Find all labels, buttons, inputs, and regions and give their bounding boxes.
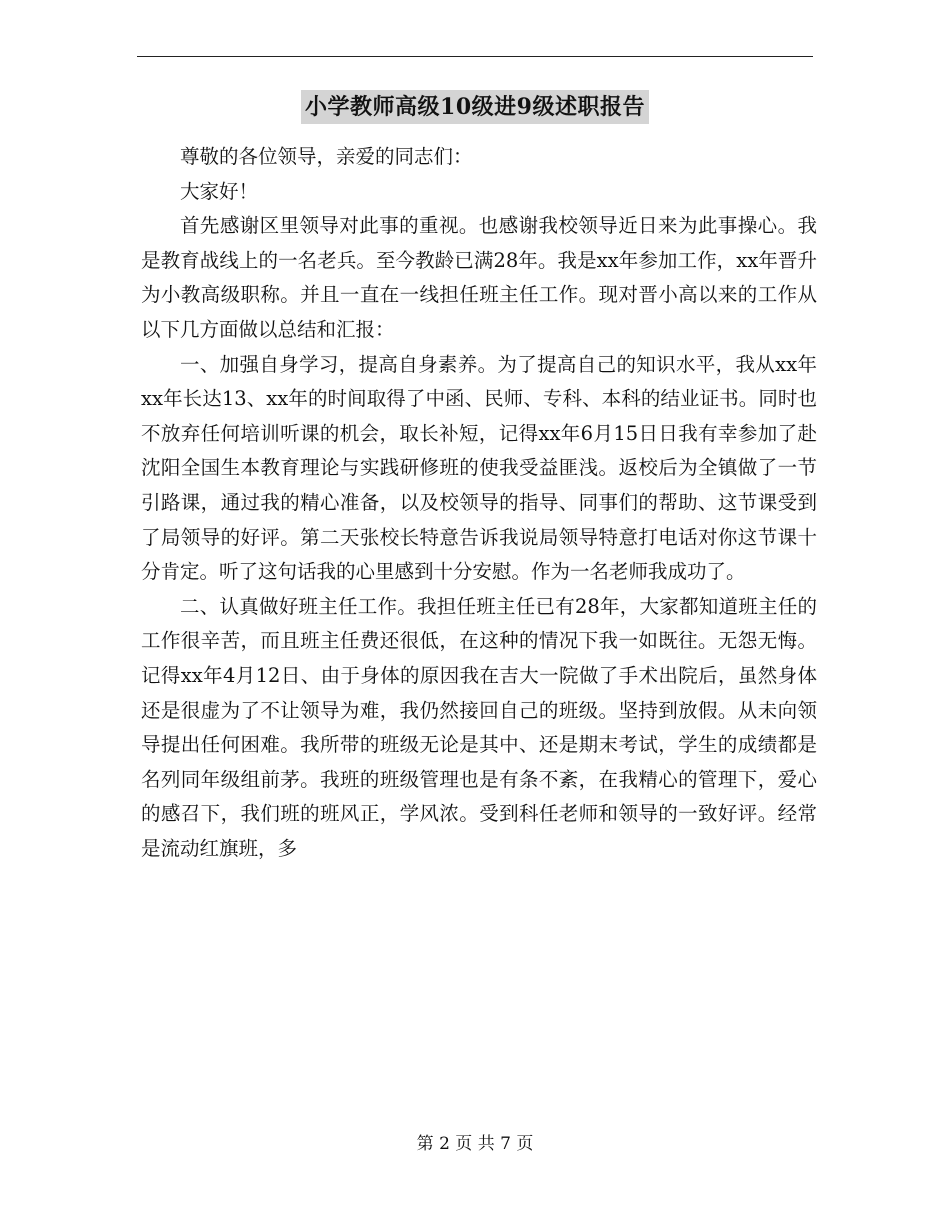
intro-paragraph: 首先感谢区里领导对此事的重视。也感谢我校领导近日来为此事操心。我是教育战线上的一名老兵。至今教龄已满28年。我是xx年参加工作，xx年晋升为小教高级职称。并且一直在一线担任班主任工作。现对晋小高以来的工作从以下几方面做以总结和汇报： [141,214,817,341]
section-one-paragraph: 一、加强自身学习，提高自身素养。为了提高自己的知识水平，我从xx年xx年长达13、xx年的时间取得了中函、民师、专科、本科的结业证书。同时也不放弃任何培训听课的机会，取长补短，记得xx年6月15日日我有幸参加了赴沈阳全国生本教育理论与实践研修班的使我受益匪浅。返校后为全镇做了一节引路课，通过我的精心准备，以及校领导的指导、同事们的帮助、这节课受到了局领导的好评。第二天张校长特意告诉我说局领导特意打电话对你这节课十分肯定。听了这句话我的心里感到十分安慰。作为一名老师我成功了。 [141,352,817,584]
title-container [0,90,950,124]
document-title: 小学教师高级10级进9级述职报告 [301,90,649,124]
salutation-paragraph: 尊敬的各位领导，亲爱的同志们： [180,145,473,168]
header-rule [137,56,813,57]
section-two-paragraph: 二、认真做好班主任工作。我担任班主任已有28年，大家都知道班主任的工作很辛苦，而且班主任费还很低，在这种的情况下我一如既往。无怨无悔。记得xx年4月12日、由于身体的原因我在吉大一院做了手术出院后，虽然身体还是很虚为了不让领导为难，我仍然接回自己的班级。坚持到放假。从未向领导提出任何困难。我所带的班级无论是其中、还是期末考试，学生的成绩都是名列同年级组前茅。我班的班级管理也是有条不紊，在我精心的管理下，爱心的感召下，我们班的班风正，学风浓。受到科任老师和领导的一致好评。经常是流动红旗班，多 [141,594,817,860]
page-number-footer: 第 2 页 共 7 页 [416,1134,534,1154]
greeting-paragraph: 大家好！ [180,179,259,203]
document-body [141,140,817,866]
